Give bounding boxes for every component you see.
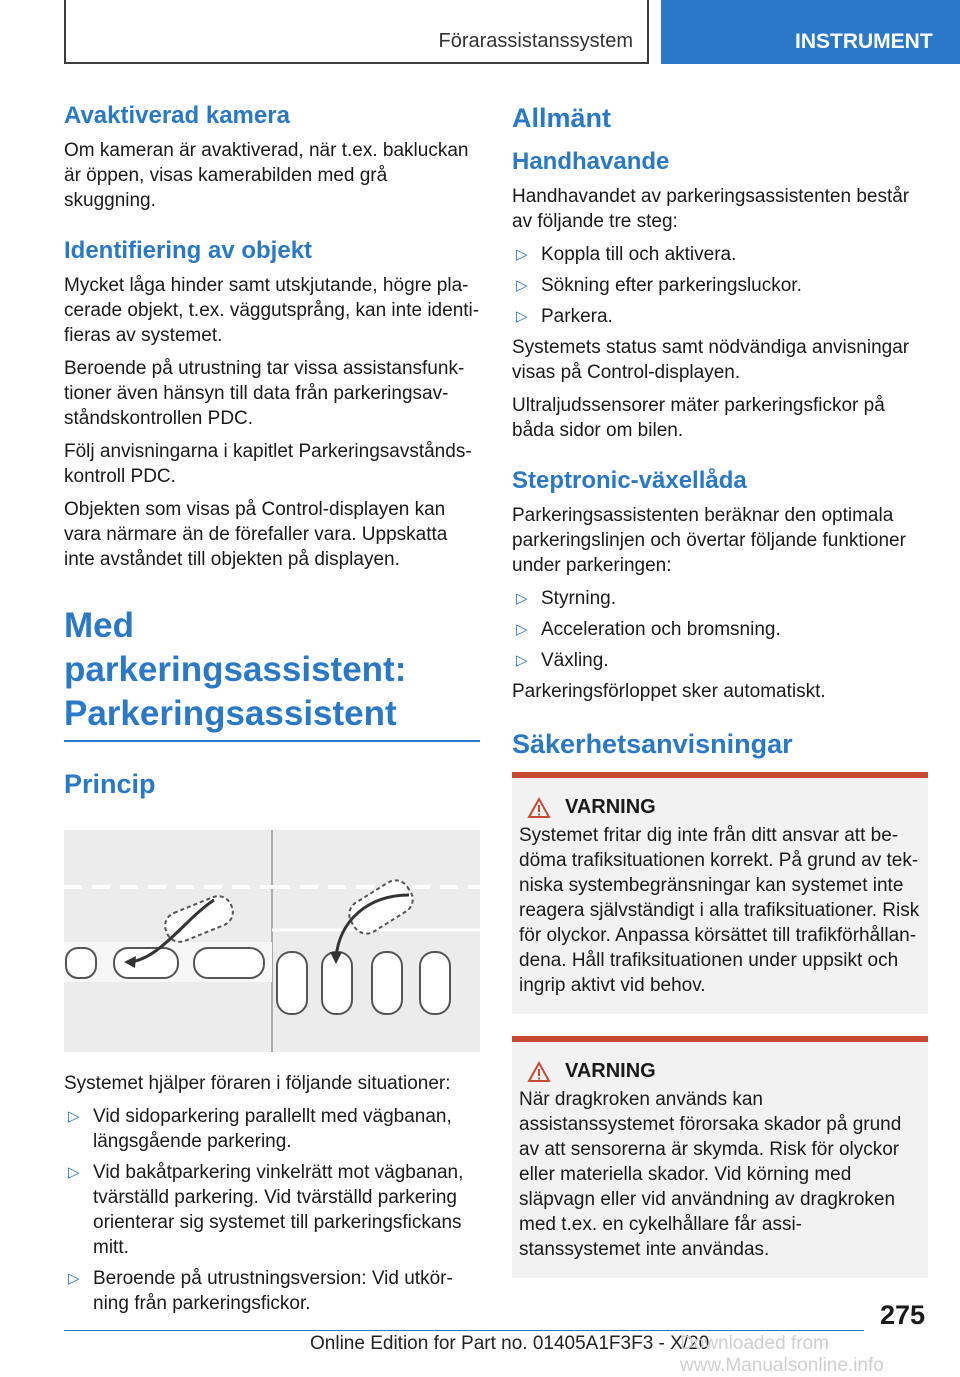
warning-text: Systemet fritar dig inte från ditt ansvar att be- döma trafiksituationen korrekt. På grund av tek- niska systembegränsningar kan systemet inte reagera självständigt i alla trafiksituationer. Risk för olyckor. Anpassa körsättet till trafikförhållan- dena. Håll trafiksituationen under uppsikt och ingrip aktivt vid behov. [519, 825, 920, 996]
list-item: ▷ Beroende på utrustningsversion: Vid utkör- ning från parkeringsfickor. [68, 1268, 453, 1314]
heading-camera-deactivated: Avaktiverad kamera [64, 102, 290, 129]
steptronic-list [512, 586, 928, 673]
heading-object-identification: Identifiering av objekt [64, 237, 313, 264]
bullet-icon: ▷ [516, 277, 528, 294]
heading-general: Allmänt [512, 103, 612, 133]
bullet-icon: ▷ [516, 652, 528, 669]
warning-triangle-icon [527, 797, 551, 819]
footer-edition: Online Edition for Part no. 01405A1F3F3 - X/20 [310, 1333, 710, 1354]
handling-paragraph-1: Systemets status samt nödvändiga anvisningar visas på Control-displayen. [512, 337, 910, 383]
header-chapter-title: INSTRUMENT [795, 30, 933, 53]
warning-title: VARNING [565, 796, 656, 818]
list-item: ▷ Acceleration och bromsning. [516, 619, 781, 640]
footer-watermark: Downloaded from www.Manualsonline.info [680, 1333, 884, 1376]
heading-handling: Handhavande [512, 148, 670, 175]
list-item: ▷ Parkera. [516, 306, 613, 327]
main-heading-parking-assistant [64, 604, 480, 742]
heading-steptronic: Steptronic-växellåda [512, 467, 747, 494]
identification-paragraph-4: Objekten som visas på Control-displayen kan vara närmare än de förefaller vara. Uppskatta inte avståndet till objekten på displayen. [64, 499, 448, 570]
bullet-icon: ▷ [516, 590, 528, 607]
bullet-icon: ▷ [68, 1108, 80, 1125]
list-item: ▷ Vid bakåtparkering vinkelrätt mot vägbanan, tvärställd parkering. Vid tvärställd parkering orienterar sig systemet till parkeringsfickans mitt. [68, 1162, 464, 1258]
list-item: ▷ Sökning efter parkeringsluckor. [516, 275, 802, 296]
bullet-icon: ▷ [68, 1270, 80, 1287]
steptronic-intro: Parkeringsassistenten beräknar den optimala parkeringslinjen och övertar följande funktioner under parkeringen: [512, 505, 906, 576]
warning-box-1 [512, 772, 928, 1014]
bullet-icon: ▷ [516, 246, 528, 263]
left-column [64, 100, 480, 1322]
list-item: ▷ Vid sidoparkering parallellt med vägbanan, längsgående parkering. [68, 1106, 452, 1152]
footer-divider [64, 1330, 864, 1331]
heading-principle: Princip [64, 769, 156, 799]
list-item: ▷ Koppla till och aktivera. [516, 244, 737, 265]
warning-title: VARNING [565, 1060, 656, 1082]
right-column [512, 100, 928, 1300]
principle-intro: Systemet hjälper föraren i följande situationer: [64, 1073, 451, 1094]
heading-safety: Säkerhetsanvisningar [512, 729, 793, 759]
identification-paragraph-2: Beroende på utrustning tar vissa assistansfunk- tioner även hänsyn till data från parkeringsav- ståndskontrollen PDC. [64, 358, 465, 429]
warning-triangle-icon [527, 1061, 551, 1083]
header-section-title: Förarassistanssystem [438, 30, 633, 52]
warning-text: När dragkroken används kan assistanssystemet förorsaka skador på grund av att sensorerna är skymda. Risk för olyckor eller materiella skador. Vid körning med släpvagn eller vid användning av dragkroken med t.ex. en cykelhållare får assi- stanssystemet inte användas. [519, 1089, 902, 1260]
header-chapter-tab [661, 0, 960, 64]
identification-paragraph-1: Mycket låga hinder samt utskjutande, högre pla- cerade objekt, t.ex. väggutsprång, kan inte identi- fieras av systemet. [64, 275, 480, 346]
bullet-icon: ▷ [516, 621, 528, 638]
list-item: ▷ Styrning. [516, 588, 616, 609]
identification-paragraph-3: Följ anvisningarna i kapitlet Parkeringsavstånds- kontroll PDC. [64, 441, 472, 487]
handling-list [512, 242, 928, 329]
bullet-icon: ▷ [516, 308, 528, 325]
bullet-icon: ▷ [68, 1164, 80, 1181]
steptronic-paragraph: Parkeringsförloppet sker automatiskt. [512, 681, 826, 702]
header-section-box [64, 0, 649, 64]
main-heading-line-1: Med parkeringsassistent: [64, 606, 407, 689]
warning-box-2 [512, 1036, 928, 1278]
main-heading-line-2: Parkeringsassistent [64, 694, 397, 733]
camera-text: Om kameran är avaktiverad, när t.ex. bakluckan är öppen, visas kamerabilden med grå skuggning. [64, 140, 469, 211]
list-item: ▷ Växling. [516, 650, 609, 671]
principle-list [64, 1104, 480, 1316]
handling-intro: Handhavandet av parkeringsassistenten består av följande tre steg: [512, 186, 910, 232]
handling-paragraph-2: Ultraljudssensorer mäter parkeringsfickor på båda sidor om bilen. [512, 395, 885, 441]
parking-principle-illustration [64, 830, 480, 1052]
page-number: 275 [880, 1300, 926, 1330]
